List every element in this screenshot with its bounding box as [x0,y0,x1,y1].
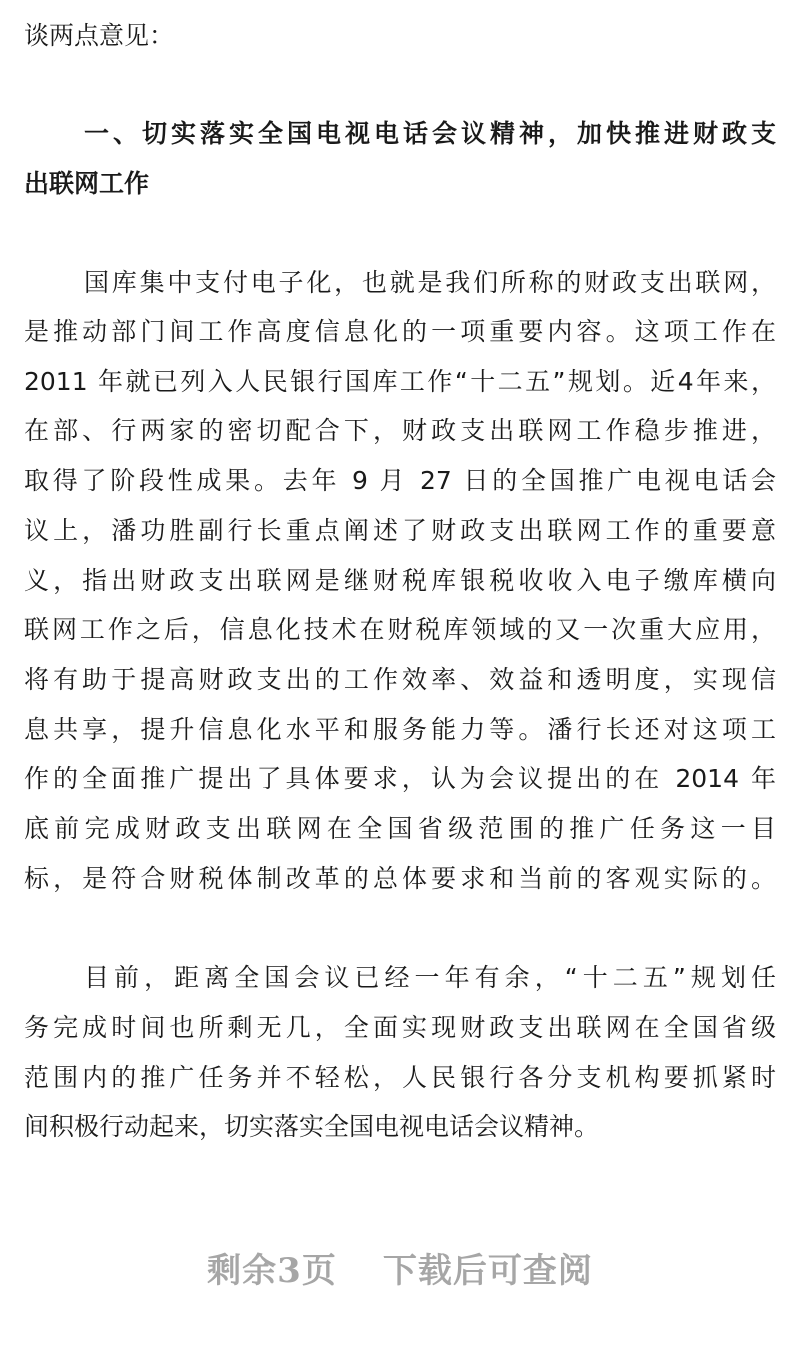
paragraph-1-line: 联网工作之后，信息化技术在财税库领域的又一次重大应用， [24,615,776,644]
remaining-pages-label: 剩余3页 [207,1251,337,1291]
paragraph-1-line: 2011 年就已列入人民银行国库工作“十二五”规划。近4年来， [24,367,776,396]
paragraph-1-line: 底前完成财政支出联网在全国省级范围的推广任务这一目 [24,814,776,843]
paragraph-1-line: 议上，潘功胜副行长重点阐述了财政支出联网工作的重要意 [24,516,776,545]
paragraph-2-line: 间积极行动起来，切实落实全国电视电话会议精神。 [24,1112,600,1141]
paragraph-2-line: 范围内的推广任务并不轻松，人民银行各分支机构要抓紧时 [24,1063,776,1092]
paragraph-2-line: 目前，距离全国会议已经一年有余，“十二五”规划任 [84,963,776,992]
section-heading-line-1: 一、切实落实全国电视电话会议精神，加快推进财政支 [84,119,776,148]
paragraph-1-line: 取得了阶段性成果。去年 9 月 27 日的全国推广电视电话会 [24,466,776,495]
download-to-view-label: 下载后可查阅 [382,1251,593,1291]
paragraph-1-line: 将有助于提高财政支出的工作效率、效益和透明度，实现信 [24,665,776,694]
paragraph-1-line: 在部、行两家的密切配合下，财政支出联网工作稳步推进， [24,416,776,445]
paragraph-2-line: 务完成时间也所剩无几，全面实现财政支出联网在全国省级 [24,1013,776,1042]
paragraph-1-line: 义，指出财政支出联网是继财税库银税收收入电子缴库横向 [24,566,776,595]
section-heading-line-2: 出联网工作 [24,169,150,198]
paragraph-1-line: 息共享，提升信息化水平和服务能力等。潘行长还对这项工 [24,715,776,744]
paragraph-1-line: 国库集中支付电子化，也就是我们所称的财政支出联网， [84,268,776,297]
paragraph-1-line: 标，是符合财税体制改革的总体要求和当前的客观实际的。 [24,864,776,893]
paragraph-1-line: 是推动部门间工作高度信息化的一项重要内容。这项工作在 [24,317,776,346]
download-prompt-banner[interactable] [0,1246,800,1296]
paragraph-1-line: 作的全面推广提出了具体要求，认为会议提出的在 2014 年 [24,764,776,793]
intro-line: 谈两点意见： [24,21,175,50]
